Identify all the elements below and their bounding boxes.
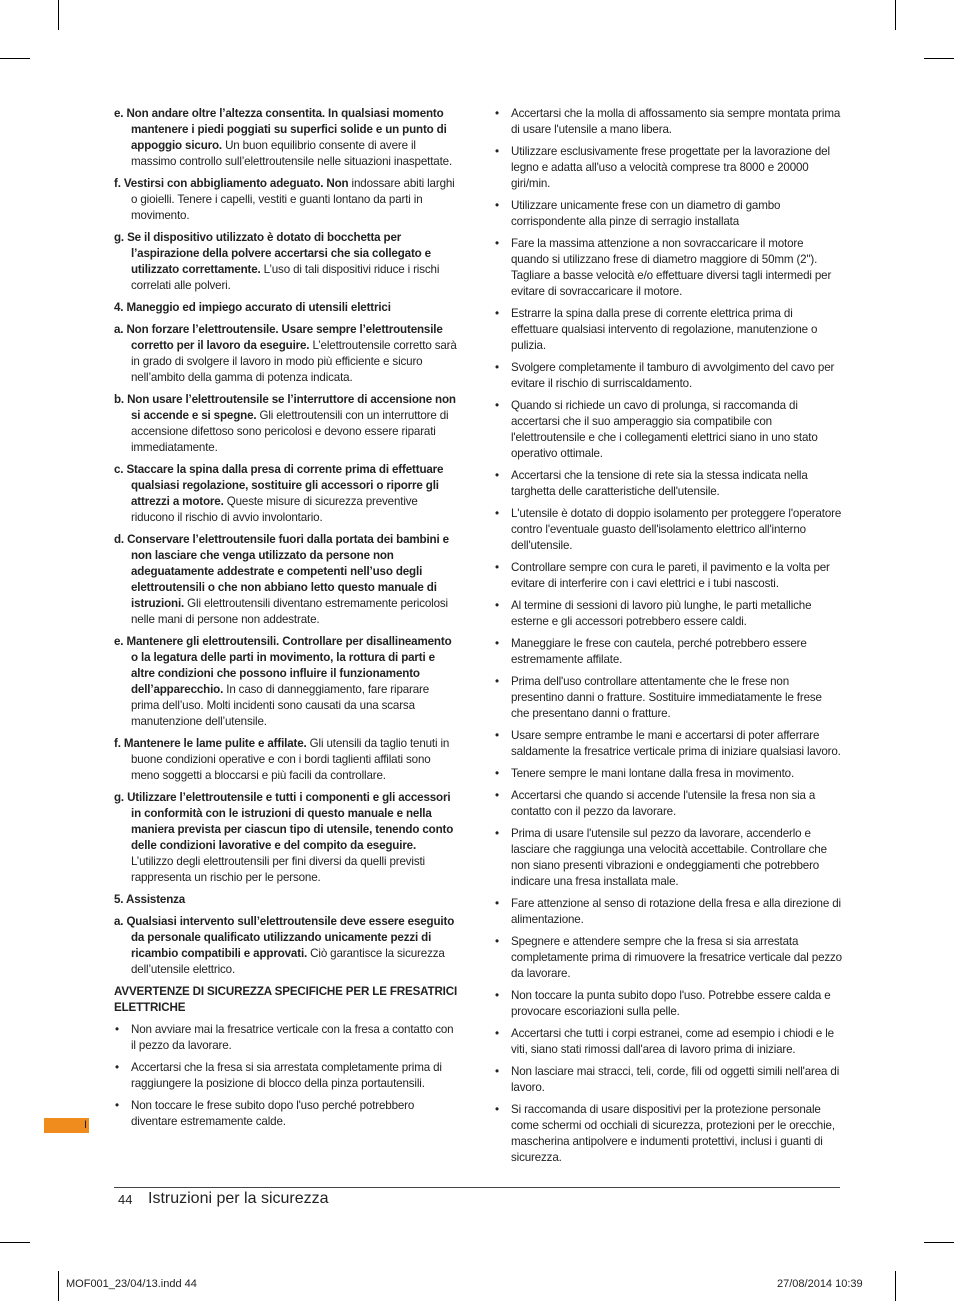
instruction-4b: b. Non usare l’elettroutensile se l’interruttore di accensione non si accende e si spegne. Gli elettroutensili con un interruttore di accensione difettoso sono pericolosi e devono essere riparati immediatamente. (114, 393, 456, 454)
specific-warnings-heading: AVVERTENZE DI SICUREZZA SPECIFICHE PER LE FRESATRICI ELETTRICHE (114, 985, 458, 1014)
crop-mark (58, 1271, 59, 1301)
bullet-item: • Non toccare la punta subito dopo l'uso. Potrebbe essere calda e provocare escoriazioni sulla pelle. (494, 988, 842, 1020)
crop-mark (924, 58, 954, 59)
instruction-4d: d. Conservare l’elettroutensile fuori dalla portata dei bambini e non lasciare che venga utilizzato da persone non adeguatamente addestrate e competenti nell’uso degli elettroutensili o che non abbiano letto questo manuale di istruzioni. Gli elettroutensili diventano estremamente pericolosi nelle mani di persone non addestrate. (114, 533, 449, 626)
bullet-item: • Accertarsi che la fresa si sia arrestata completamente prima di raggiungere la posizione di blocco della pinza portautensili. (114, 1060, 460, 1092)
bullet-item: • Accertarsi che la tensione di rete sia la stessa indicata nella targhetta delle caratteristiche dell'utensile. (494, 468, 842, 500)
bullet-item: • Spegnere e attendere sempre che la fresa si sia arrestata completamente prima di rimuovere la fresatrice verticale dal pezzo da lavorare. (494, 934, 842, 982)
bullet-item: • Utilizzare esclusivamente frese progettate per la lavorazione del legno e adatta all'uso a velocità comprese tra 8000 e 20000 giri/min. (494, 144, 842, 192)
crop-mark (895, 0, 896, 30)
bullet-item: • Svolgere completamente il tamburo di avvolgimento del cavo per evitare il rischio di surriscaldamento. (494, 360, 842, 392)
footer-divider (114, 1187, 840, 1188)
bullet-item: • Utilizzare unicamente frese con un diametro di gambo corrispondente alla pinze di serragio installata (494, 198, 842, 230)
bullet-item: • Si raccomanda di usare dispositivi per la protezione personale come schermi od occhiali di sicurezza, protezioni per le orecchie, mascherina antipolvere e indumenti protettivi, inclusi i guanti di sicurezza. (494, 1102, 842, 1166)
instruction-e: e. Non andare oltre l’altezza consentita. In qualsiasi momento mantenere i piedi poggiati su superfici solide e un punto di appoggio sicuro. Un buon equilibrio consente di avere il massimo controllo sull’elettroutensile nelle situazioni inaspettate. (114, 107, 453, 168)
instruction-4f: f. Mantenere le lame pulite e affilate. Gli utensili da taglio tenuti in buone condizioni operative e con i bordi taglienti affilati sono meno soggetti a bloccarsi e più facili da controllare. (114, 737, 450, 782)
bullet-item: • Non lasciare mai stracci, teli, corde, fili od oggetti simili nell'area di lavoro. (494, 1064, 842, 1096)
bullet-item: • Usare sempre entrambe le mani e accertarsi di poter afferrare saldamente la fresatrice verticale prima di iniziare qualsiasi lavoro. (494, 728, 842, 760)
section-heading-5: 5. Assistenza (114, 893, 186, 906)
crop-mark (0, 58, 30, 59)
instruction-4e: e. Mantenere gli elettroutensili. Controllare per disallineamento o la legatura delle parti in movimento, la rottura di parti e altre condizioni che possono influire il funzionamento dell’apparecchio. In caso di danneggiamento, fare riparare prima dell’uso. Molti incidenti sono causati da una scarsa manutenzione dell’utensile. (114, 635, 452, 728)
bullet-item: • Estrarre la spina dalla prese di corrente elettrica prima di effettuare qualsiasi intervento di regolazione, manutenzione o pulizia. (494, 306, 842, 354)
left-column (114, 106, 460, 1136)
crop-mark (924, 1242, 954, 1243)
instruction-g: g. Se il dispositivo utilizzato è dotato di bocchetta per l’aspirazione della polvere accertarsi che sia collegato e utilizzato correttamente. L’uso di tali dispositivi riduce i rischi correlati alle polveri. (114, 231, 440, 292)
bullet-item: • Non toccare le frese subito dopo l'uso perché potrebbero diventare estremamente calde. (114, 1098, 460, 1130)
right-column (494, 106, 842, 1172)
crop-mark (58, 0, 59, 30)
bullet-item: • Accertarsi che tutti i corpi estranei, come ad esempio i chiodi e le viti, siano stati rimossi dall'area di lavoro prima di iniziare. (494, 1026, 842, 1058)
bullet-item: • Al termine di sessioni di lavoro più lunghe, le parti metalliche esterne e gli accessori potrebbero essere caldi. (494, 598, 842, 630)
instruction-4g: g. Utilizzare l’elettroutensile e tutti i componenti e gli accessori in conformità con le istruzioni di questo manuale e nella maniera prevista per ciascun tipo di utensile, tenendo conto delle condizioni lavorative e del compito da eseguire. L’utilizzo degli elettroutensili per fini diversi da quelli previsti rappresenta un rischio per le persone. (114, 791, 454, 884)
bullet-item: • Quando si richiede un cavo di prolunga, si raccomanda di accertarsi che il suo amperaggio sia compatibile con l'elettroutensile e che i collegamenti elettrici siano in uno stato operativo ottimale. (494, 398, 842, 462)
bullet-item: • Non avviare mai la fresatrice verticale con la fresa a contatto con il pezzo da lavorare. (114, 1022, 460, 1054)
crop-mark (0, 1242, 30, 1243)
footer-section-title: Istruzioni per la sicurezza (148, 1190, 329, 1207)
bullet-item: • Tenere sempre le mani lontane dalla fresa in movimento. (494, 766, 842, 782)
language-tab: I (44, 1118, 89, 1133)
bullet-item: • Controllare sempre con cura le pareti, il pavimento e la volta per evitare di interferire con i cavi elettrici e i tubi nascosti. (494, 560, 842, 592)
bullet-item: • Fare attenzione al senso di rotazione della fresa e alla direzione di alimentazione. (494, 896, 842, 928)
bullet-item: • L'utensile è dotato di doppio isolamento per proteggere l'operatore contro l'eventuale guasto dell'isolamento elettrico all'interno dell'utensile. (494, 506, 842, 554)
bullet-item: • Accertarsi che la molla di affossamento sia sempre montata prima di usare l'utensile a mano libera. (494, 106, 842, 138)
slug-date: 27/08/2014 10:39 (777, 1278, 863, 1290)
page-number: 44 (118, 1192, 133, 1207)
instruction-4a: a. Non forzare l’elettroutensile. Usare sempre l’elettroutensile corretto per il lavoro da eseguire. L’elettroutensile corretto sarà in grado di svolgere il lavoro in modo più efficiente e sicuro nell’ambito della gamma di potenza indicata. (114, 323, 457, 384)
bullet-item: • Accertarsi che quando si accende l'utensile la fresa non sia a contatto con il pezzo da lavorare. (494, 788, 842, 820)
bullet-item: • Maneggiare le frese con cautela, perché potrebbero essere estremamente affilate. (494, 636, 842, 668)
crop-mark (895, 1271, 896, 1301)
bullet-item: • Fare la massima attenzione a non sovraccaricare il motore quando si utilizzano frese di diametro maggiore di 50mm (2"). Tagliare a basse velocità e/o effettuare diversi tagli intermedi per evitare di sovraccaricare il motore. (494, 236, 842, 300)
bullet-item: • Prima dell'uso controllare attentamente che le frese non presentino danni o fratture. Sostituire immediatamente le frese che presentano danni o fratture. (494, 674, 842, 722)
instruction-4c: c. Staccare la spina dalla presa di corrente prima di effettuare qualsiasi regolazione, sostituire gli accessori o riporre gli attrezzi a motore. Queste misure di sicurezza preventive riducono il rischio di avvio involontario. (114, 463, 444, 524)
slug-filename: MOF001_23/04/13.indd 44 (66, 1278, 197, 1290)
instruction-f: f. Vestirsi con abbigliamento adeguato. Non indossare abiti larghi o gioielli. Tenere i capelli, vestiti e guanti lontano da parti in movimento. (114, 177, 455, 222)
instruction-5a: a. Qualsiasi intervento sull’elettroutensile deve essere eseguito da personale qualificato utilizzando unicamente pezzi di ricambio compatibili e approvati. Ciò garantisce la sicurezza dell’utensile elettrico. (114, 915, 455, 976)
section-heading-4: 4. Maneggio ed impiego accurato di utensili elettrici (114, 301, 391, 314)
bullet-item: • Prima di usare l'utensile sul pezzo da lavorare, accenderlo e lasciare che raggiunga una velocità accettabile. Controllare che non siano presenti vibrazioni e ondeggiamenti che potrebbero indicare una fresa installata male. (494, 826, 842, 890)
